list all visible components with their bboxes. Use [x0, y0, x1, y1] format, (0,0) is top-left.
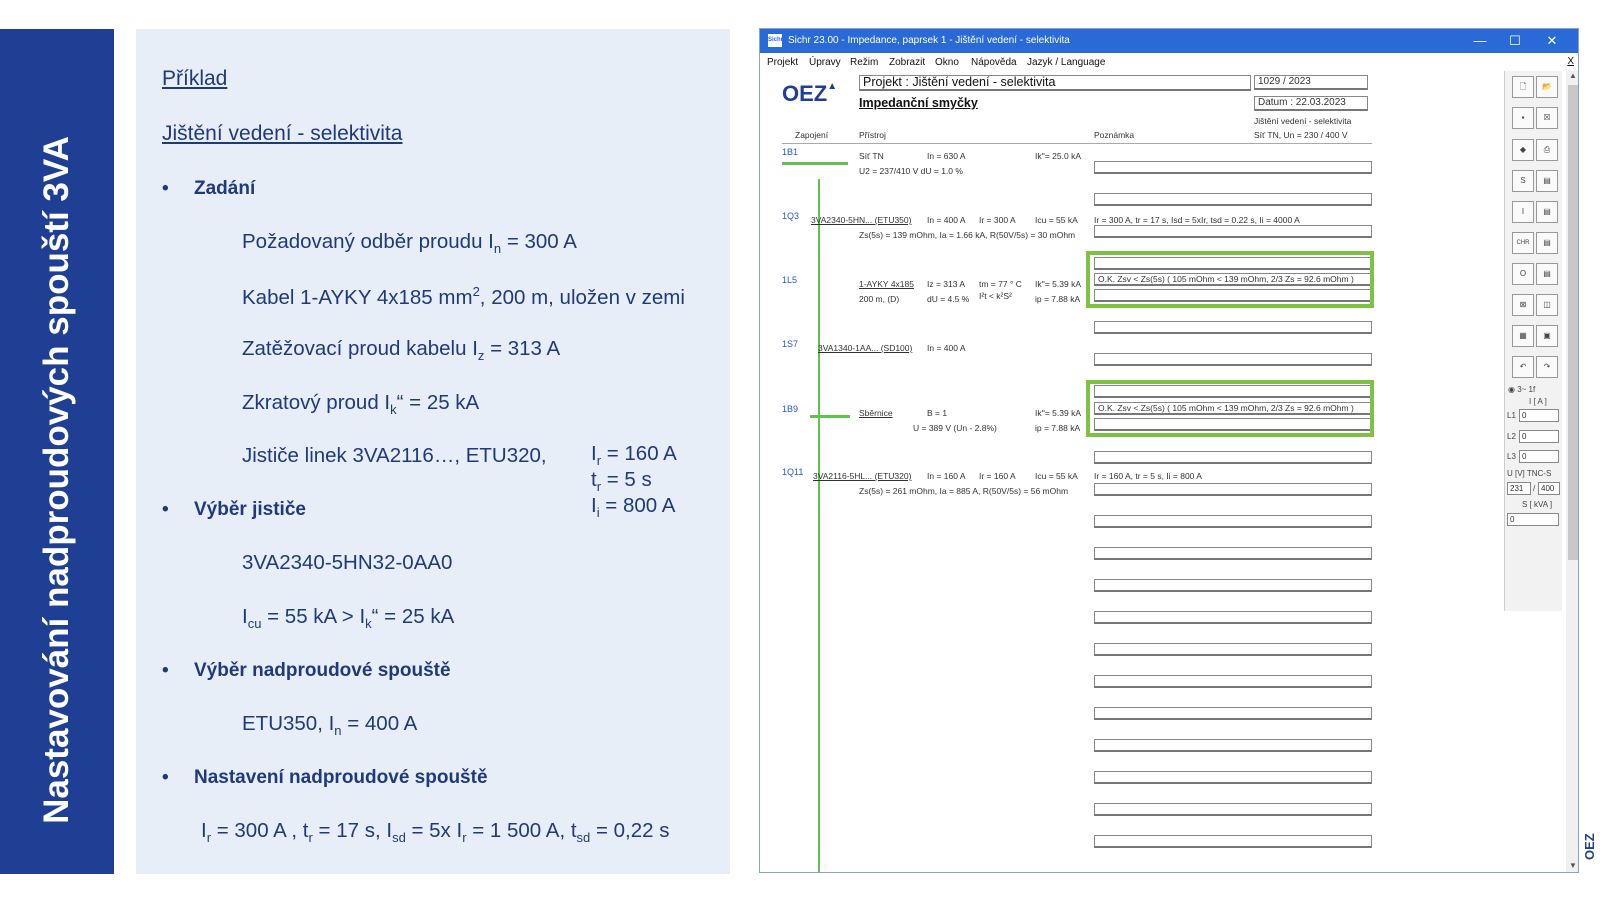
voltage-phase-input[interactable]: 231: [1507, 482, 1531, 495]
line-breaker-ii: $I_i = 800$ A: [591, 494, 676, 521]
r6-breaker-link[interactable]: 3VA2116-5HL... (ETU320): [813, 471, 912, 481]
note-field[interactable]: [1094, 579, 1372, 592]
project-info-1: Jištění vedení - selektivita: [1254, 116, 1352, 126]
window-title: Sichr 23.00 - Impedance, paprsek 1 - Jištění vedení - selektivita: [788, 35, 1070, 46]
current-label: I [ A ]: [1529, 397, 1547, 406]
l2-label: L2: [1507, 432, 1516, 441]
print-icon[interactable]: ⎙: [1536, 139, 1558, 161]
menu-okno[interactable]: Okno: [935, 57, 959, 68]
highlight-result-1: [1086, 251, 1374, 308]
menu-zobrazit[interactable]: Zobrazit: [889, 57, 926, 68]
l3-label: L3: [1507, 452, 1516, 461]
note-field[interactable]: [1094, 707, 1372, 720]
voltage-separator: /: [1533, 484, 1536, 493]
scroll-up-icon[interactable]: ▲: [1569, 71, 1577, 80]
menu-bar: [760, 53, 1579, 71]
ref-1s7[interactable]: 1S7: [782, 339, 799, 349]
oez-side-logo: OEZ: [1582, 833, 1597, 860]
r3-tm: tm = 77 ° C: [979, 279, 1022, 289]
example-heading: Příklad: [162, 67, 228, 90]
object-tool-icon[interactable]: O: [1512, 263, 1534, 285]
current-list-icon[interactable]: ▤: [1536, 201, 1558, 223]
r3-iz: Iz = 313 A: [927, 279, 966, 289]
example-subheading: Jištění vedení - selektivita: [162, 122, 403, 145]
note-field[interactable]: [1094, 771, 1372, 784]
l1-current-input[interactable]: 0: [1519, 409, 1559, 422]
r2-settings: Ir = 300 A, tr = 17 s, Isd = 5xIr, tsd = 0.22 s, Ii = 4000 A: [1094, 215, 1300, 225]
project-name-field[interactable]: Projekt : Jištění vedení - selektivita: [859, 75, 1251, 91]
note-field[interactable]: [1094, 225, 1372, 238]
r3-cable-link[interactable]: 1-AYKY 4x185: [859, 279, 914, 289]
r2-impedance: Zs(5s) = 139 mOhm, Ia = 1.66 kA, R(50V/5s) = 30 mOhm: [859, 230, 1076, 240]
required-current: Požadovaný odběr proudu $I_n = 300$ A: [242, 230, 577, 257]
release-settings: $I_r = 300$ A , $t_r = 17$ s, $I_{sd} = 5x$ $I_r = 1$ 500 A, $t_{sd} = 0,22$ s: [201, 819, 670, 846]
table-icon[interactable]: ▦: [1512, 325, 1534, 347]
cable-spec: Kabel 1-AYKY 4x185 $mm^2$, 200 m, uložen v zemi: [242, 284, 685, 309]
circuit-line: [818, 179, 820, 873]
note-field[interactable]: [1094, 643, 1372, 656]
highlight-result-2: [1086, 380, 1374, 437]
r3-length: 200 m, (D): [859, 294, 900, 304]
preview-icon[interactable]: ▣: [1536, 325, 1558, 347]
r3-note-field[interactable]: O.K. Zsv < Zs(5s) ( 105 mOhm < 139 mOhm, 2/3 Zs = 92.6 mOhm ): [1094, 273, 1372, 286]
r2-in: In = 400 A: [927, 215, 966, 225]
r5-busbar-link[interactable]: Sběrnice: [859, 408, 893, 418]
section-zadani: • Zadání: [162, 178, 256, 199]
note-field[interactable]: [1094, 611, 1372, 624]
cable-load-current: Zatěžovací proud kabelu $I_z = 313$ A: [242, 337, 561, 364]
current-tool-icon[interactable]: I: [1512, 201, 1534, 223]
r6-icu: Icu = 55 kA: [1035, 471, 1078, 481]
busbar: [810, 415, 850, 418]
r3-i2t: I²t < k²S²: [979, 291, 1012, 301]
power-label: S [ kVA ]: [1522, 500, 1553, 509]
scrollbar-thumb[interactable]: [1568, 85, 1578, 560]
short-circuit-current: Zkratový proud $I_k“ = 25$ kA: [242, 391, 480, 418]
note-field[interactable]: [1094, 739, 1372, 752]
l3-current-input[interactable]: 0: [1519, 450, 1559, 463]
section-vyber-jistice: • Výběr jističe: [162, 499, 306, 520]
maximize-button[interactable]: ☐: [1509, 33, 1521, 48]
ref-1q3[interactable]: 1Q3: [782, 211, 800, 221]
redo-icon[interactable]: ↷: [1536, 356, 1558, 378]
minimize-button[interactable]: —: [1473, 33, 1487, 48]
source-tool-icon[interactable]: S: [1512, 170, 1534, 192]
ref-1q11[interactable]: 1Q11: [782, 467, 804, 477]
phase-selector[interactable]: ◉ 3~ 1f: [1508, 385, 1536, 394]
section-vyber-spouste: • Výběr nadproudové spouště: [162, 660, 451, 681]
line-breaker-tr: $t_r = 5$ s: [591, 468, 652, 495]
eraser-icon[interactable]: ◆: [1512, 139, 1534, 161]
header-divider: [782, 143, 1372, 144]
line-breakers: Jističe linek 3VA2116…, ETU320,: [242, 444, 547, 467]
ref-1l5[interactable]: 1L5: [782, 275, 798, 285]
slide-title: Nastavování nadproudových spouští 3VA: [37, 136, 76, 824]
document-close-button[interactable]: X: [1567, 56, 1574, 67]
r5-u: U = 389 V (Un - 2.8%): [913, 423, 997, 433]
r3-ik: Ik''= 5.39 kA: [1035, 279, 1082, 289]
document-subtitle: Impedanční smyčky: [859, 96, 978, 110]
release-type: ETU350, $I_n = 400$ A: [242, 712, 418, 739]
project-number-field[interactable]: 1029 / 2023: [1254, 75, 1368, 90]
r6-ir: Ir = 160 A: [979, 471, 1016, 481]
breaker-type: 3VA2340-5HN32-0AA0: [242, 551, 453, 574]
menu-upravy[interactable]: Úpravy: [809, 57, 841, 68]
app-window: [759, 28, 1579, 873]
vertical-scrollbar[interactable]: [1566, 71, 1579, 873]
ref-1b9[interactable]: 1B9: [782, 404, 799, 414]
r4-switch-link[interactable]: 3VA1340-1AA... (SD100): [818, 343, 913, 353]
section-nastaveni: • Nastavení nadproudové spouště: [162, 767, 488, 788]
l2-current-input[interactable]: 0: [1519, 430, 1559, 443]
undo-icon[interactable]: ↶: [1512, 356, 1534, 378]
close-document-icon[interactable]: ☒: [1536, 107, 1558, 129]
menu-napoveda[interactable]: Nápověda: [971, 57, 1017, 68]
r2-ir: Ir = 300 A: [979, 215, 1016, 225]
voltage-line-input[interactable]: 400: [1538, 482, 1560, 495]
r1-in: In = 630 A: [927, 151, 966, 161]
menu-projekt[interactable]: Projekt: [767, 57, 799, 68]
date-field[interactable]: Datum : 22.03.2023: [1254, 96, 1368, 111]
r5-ip: ip = 7.88 kA: [1035, 423, 1081, 433]
power-input[interactable]: 0: [1507, 513, 1559, 526]
r1-network: Síť TN: [859, 151, 884, 161]
r4-in: In = 400 A: [927, 343, 966, 353]
r1-ik: Ik''= 25.0 kA: [1035, 151, 1082, 161]
open-folder-icon[interactable]: 📂: [1536, 76, 1558, 98]
note-field[interactable]: [1094, 547, 1372, 560]
window-titlebar[interactable]: [760, 29, 1579, 53]
voltage-label: U [V] TNC-S: [1507, 469, 1552, 478]
menu-jazyk[interactable]: Jazyk / Language: [1027, 57, 1106, 68]
side-toolbar: [1504, 71, 1562, 611]
note-field[interactable]: [1094, 483, 1372, 496]
scroll-down-icon[interactable]: ▼: [1569, 861, 1577, 870]
save-icon[interactable]: ▪: [1512, 107, 1534, 129]
ref-1b1[interactable]: 1B1: [782, 147, 799, 157]
column-zapojeni: Zapojení: [795, 130, 829, 140]
r1-voltage: U2 = 237/410 V dU = 1.0 %: [859, 166, 963, 176]
breaker-icu: $I_{cu} = 55$ kA > $I_k“ = 25$ kA: [242, 605, 455, 632]
app-icon[interactable]: Sichr: [768, 34, 782, 47]
document-area: [760, 71, 1500, 873]
close-button[interactable]: ✕: [1546, 33, 1558, 48]
r3-du: dU = 4.5 %: [927, 294, 970, 304]
layout-icon[interactable]: ◫: [1536, 294, 1558, 316]
source-list-icon[interactable]: ▤: [1536, 170, 1558, 192]
oez-logo: OEZ▲: [782, 81, 838, 106]
example-panel: [136, 29, 730, 874]
note-field[interactable]: [1094, 451, 1372, 464]
note-field[interactable]: [1094, 835, 1372, 848]
object-list-icon[interactable]: ▤: [1536, 263, 1558, 285]
r5-b: B = 1: [927, 408, 948, 418]
project-info-2: Síť TN, Un = 230 / 400 V: [1254, 130, 1348, 140]
note-field[interactable]: [1094, 515, 1372, 528]
grid-icon[interactable]: ⊠: [1512, 294, 1534, 316]
line-breaker-ir: $I_r = 160$ A: [591, 442, 677, 469]
source-bar: [782, 162, 848, 165]
characteristic-tool-icon[interactable]: CHR: [1512, 232, 1534, 254]
r2-breaker-link[interactable]: 3VA2340-5HN... (ETU350): [811, 215, 912, 225]
column-pristroj: Přístroj: [859, 130, 886, 140]
r5-ik: Ik''= 5.39 kA: [1035, 408, 1082, 418]
column-poznamka: Poznámka: [1094, 130, 1135, 140]
note-field[interactable]: [1094, 321, 1372, 334]
note-field[interactable]: [1094, 675, 1372, 688]
title-banner: [0, 29, 114, 874]
r3-ip: ip = 7.88 kA: [1035, 294, 1081, 304]
menu-rezim[interactable]: Režim: [850, 57, 879, 68]
l1-label: L1: [1507, 411, 1516, 420]
r6-impedance: Zs(5s) = 261 mOhm, Ia = 885 A, R(50V/5s) = 56 mOhm: [859, 486, 1069, 496]
note-field[interactable]: [1094, 161, 1372, 174]
r5-note-field[interactable]: O.K. Zsv < Zs(5s) ( 105 mOhm < 139 mOhm, 2/3 Zs = 92.6 mOhm ): [1094, 402, 1372, 415]
note-field[interactable]: [1094, 193, 1372, 206]
r2-icu: Icu = 55 kA: [1035, 215, 1078, 225]
r6-settings: Ir = 160 A, tr = 5 s, Ii = 800 A: [1094, 471, 1202, 481]
note-field[interactable]: [1094, 803, 1372, 816]
characteristic-list-icon[interactable]: ▤: [1536, 232, 1558, 254]
note-field[interactable]: [1094, 353, 1372, 366]
new-document-icon[interactable]: 🗋: [1512, 76, 1534, 98]
r6-in: In = 160 A: [927, 471, 966, 481]
